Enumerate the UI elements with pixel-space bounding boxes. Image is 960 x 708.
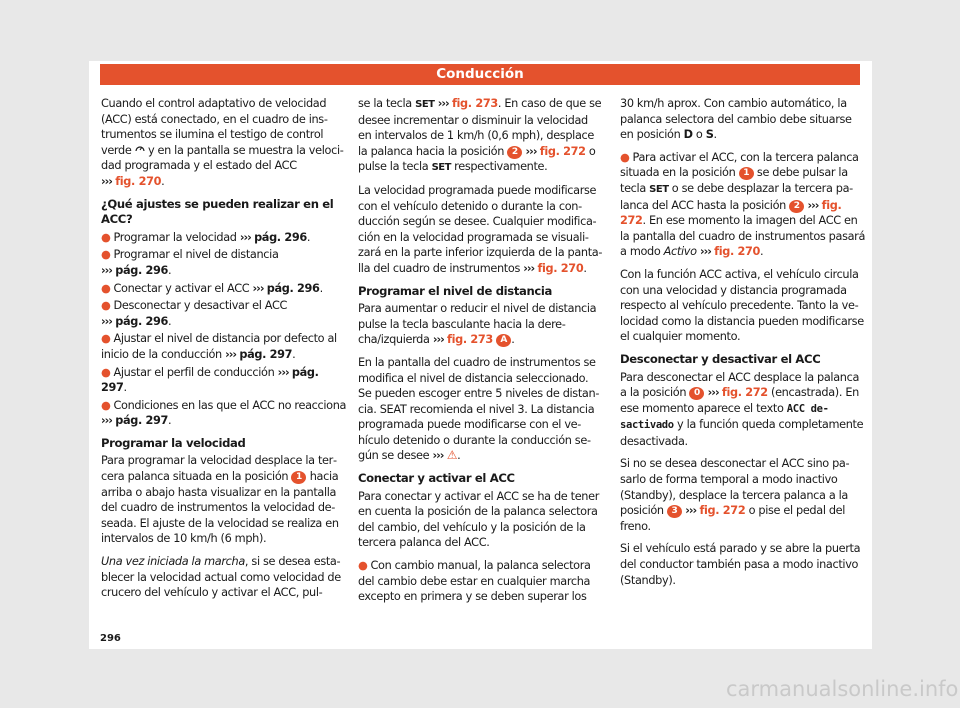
- list-item: ● Programar la velocidad ››› pág. 296.: [101, 230, 311, 244]
- figure-link[interactable]: fig. 270: [714, 245, 761, 259]
- paragraph: En la pantalla del cuadro de instrumentos se modifica el nivel de distancia seleccionado. Se pueden escoger entre 5 niveles de distancia. SEAT recomienda el nivel 3. La distancia programada puede modificarse con el vehículo detenido o durante la conducción según se desee ››› ⚠.: [358, 355, 600, 463]
- paragraph: 30 km/h aprox. Con cambio automático, la palanca selectora del cambio debe situarse en posición D o S.: [620, 97, 852, 142]
- figure-link[interactable]: fig. 272: [539, 144, 586, 158]
- position-badge: 1: [291, 471, 306, 484]
- page-link[interactable]: pág. 296: [115, 314, 169, 328]
- page-link[interactable]: pág. 296: [115, 263, 169, 277]
- subheading: Conectar y activar el ACC: [358, 471, 515, 486]
- watermark: carmanualsonline.info: [726, 677, 959, 701]
- subheading: Programar la velocidad: [101, 435, 246, 450]
- list-item: ● Programar el nivel de distancia ››› pág. 296.: [101, 248, 279, 277]
- bullet-icon: ●: [101, 248, 111, 262]
- column-1: [101, 96, 347, 608]
- page-link[interactable]: pág. 296: [254, 230, 307, 244]
- paragraph: La velocidad programada puede modificarse con el vehículo detenido o durante la conducción según se desee. Cualquier modificación en la velocidad programada se visualizará en la parte inferior izquierda de la pantalla del cuadro de instrumentos ››› fig. 270.: [358, 183, 603, 275]
- figure-link[interactable]: fig. 270: [115, 174, 162, 188]
- page-link[interactable]: pág. 297: [239, 347, 293, 361]
- bullet-icon: ●: [101, 230, 111, 244]
- list-item: ● Con cambio manual, la palanca selectora del cambio debe estar en cualquier marcha excepto en primera y se deben superar los: [358, 559, 591, 604]
- section-header: Conducción: [100, 64, 860, 85]
- figure-link[interactable]: fig. 270: [537, 261, 584, 275]
- subheading: ¿Qué ajustes se pueden realizar en el ACC?: [101, 196, 334, 227]
- figure-link[interactable]: fig. 273: [447, 333, 493, 347]
- bullet-icon: ●: [101, 332, 111, 346]
- paragraph: se la tecla SET ››› fig. 273. En caso de que se desee incrementar o disminuir la velocidad en intervalos de 1 km/h (0,6 mph), desplace la palanca hacia la posición 2 ››› fig. 272 o pulse la tecla SET respectivamente.: [358, 97, 602, 174]
- bullet-icon: ●: [101, 299, 111, 313]
- position-badge: 0: [689, 387, 704, 400]
- paragraph: Con la función ACC activa, el vehículo circula con una velocidad y distancia programada respecto al vehículo precedente. Tanto la velocidad como la distancia pueden modificarse el cualquier momento.: [620, 267, 864, 344]
- bullet-icon: ●: [101, 398, 111, 412]
- page-link[interactable]: pág. 297: [115, 414, 169, 428]
- acc-warning-light-icon: [135, 144, 145, 154]
- column-2: [358, 96, 604, 612]
- figure-link[interactable]: fig. 272: [699, 504, 746, 518]
- column-3: [620, 96, 866, 595]
- paragraph: Para desconectar el ACC desplace la palanca a la posición 0 ››› fig. 272 (encastrada). En ese momento aparece el texto ACC desactivado y la función queda completamente desactivada.: [620, 370, 864, 448]
- display-message: ACC desactivado: [620, 402, 829, 432]
- list-item: ● Condiciones en las que el ACC no reacciona ››› pág. 297.: [101, 398, 347, 428]
- control-badge: A: [496, 334, 511, 347]
- list-item: ● Desconectar y desactivar el ACC ››› pág. 296.: [101, 299, 288, 328]
- list-item: ● Conectar y activar el ACC ››› pág. 296.: [101, 281, 323, 295]
- paragraph: Para conectar y activar el ACC se ha de tener en cuenta la posición de la palanca selectora del cambio, del vehículo y la posición de la tercera palanca del ACC.: [358, 489, 600, 550]
- paragraph: Si no se desea desconectar el ACC sino pasarlo de forma temporal a modo inactivo (Standby), desplace la tercera palanca a la posición 3 ››› fig. 272 o pise el pedal del freno.: [620, 457, 850, 533]
- set-key-icon: SET: [415, 99, 435, 110]
- position-badge: 1: [739, 167, 754, 180]
- list-item: ● Ajustar el perfil de conducción ››› pág. 297.: [101, 365, 319, 395]
- set-key-icon: SET: [431, 162, 451, 174]
- list-item: ● Ajustar el nivel de distancia por defecto al inicio de la conducción ››› pág. 297.: [101, 332, 337, 361]
- paragraph: Para programar la velocidad desplace la tercera palanca situada en la posición 1 hacia arriba o abajo hasta visualizar en la pantalla del cuadro de instrumentos la velocidad deseada. El ajuste de la velocidad se realiza en intervalos de 10 km/h (6 mph).: [101, 454, 339, 546]
- figure-link[interactable]: fig. 272: [721, 386, 768, 400]
- figure-link[interactable]: fig. 272: [620, 198, 842, 228]
- paragraph: Una vez iniciada la marcha, si se desea establecer la velocidad actual como velocidad de crucero del vehículo y activar el ACC, pul-: [101, 555, 341, 600]
- paragraph: Cuando el control adaptativo de velocidad (ACC) está conectado, en el cuadro de instrumentos se ilumina el testigo de control verde y en la pantalla se muestra la velocidad programada y el estado del ACC ››› fig. 270.: [101, 97, 344, 188]
- warning-icon[interactable]: ⚠: [446, 448, 458, 463]
- subheading: Desconectar y desactivar el ACC: [620, 351, 821, 366]
- bullet-icon: ●: [620, 150, 630, 164]
- page-link[interactable]: pág. 297: [101, 365, 319, 395]
- position-badge: 2: [789, 200, 804, 213]
- paragraph: Para aumentar o reducir el nivel de distancia pulse la tecla basculante hacia la derecha/izquierda ››› fig. 273 A .: [358, 302, 597, 347]
- paragraph: Si el vehículo está parado y se abre la puerta del conductor también pasa a modo inactivo (Standby).: [620, 542, 861, 587]
- position-badge: 3: [667, 505, 682, 518]
- bullet-icon: ●: [101, 281, 111, 295]
- page-number: 296: [100, 633, 121, 644]
- position-badge: 2: [507, 146, 522, 159]
- bullet-icon: ●: [101, 365, 111, 379]
- set-key-icon: SET: [649, 183, 669, 195]
- bullet-icon: ●: [358, 559, 368, 573]
- page-link[interactable]: pág. 296: [266, 281, 320, 295]
- figure-link[interactable]: fig. 273: [451, 97, 498, 110]
- list-item: ● Para activar el ACC, con la tercera palanca situada en la posición 1 se debe pulsar la tecla SET o se debe desplazar la tercera palanca del ACC hasta la posición 2 ››› fig. 272. En ese momento la imagen del ACC en la pantalla del cuadro de instrumentos pasará a modo Activo ››› fig. 270.: [620, 150, 866, 259]
- subheading: Programar el nivel de distancia: [358, 283, 553, 298]
